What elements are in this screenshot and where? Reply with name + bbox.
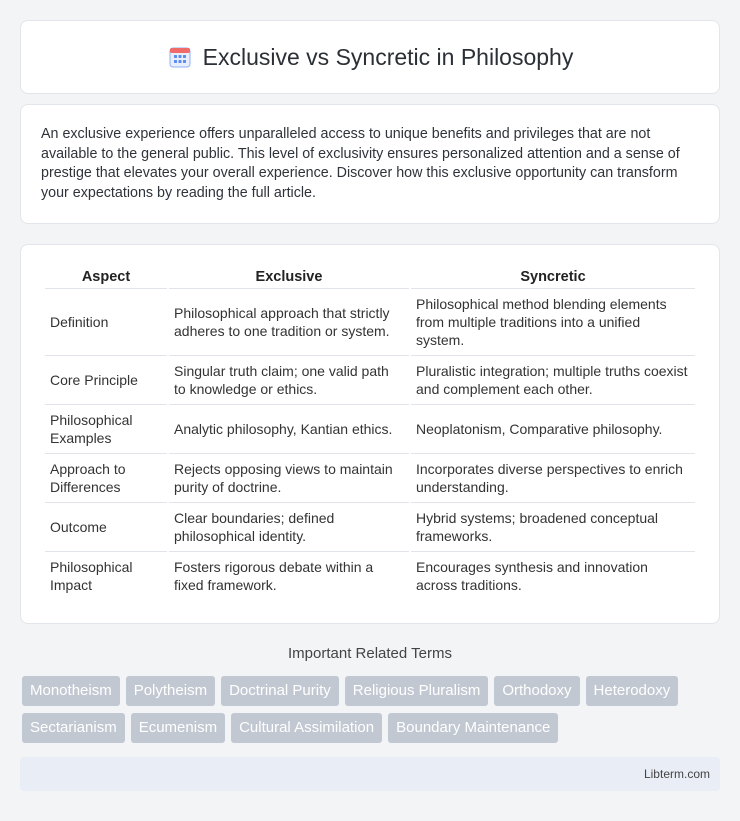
- related-terms-title: Important Related Terms: [288, 645, 452, 662]
- cell-exclusive: Analytic philosophy, Kantian ethics.: [169, 404, 409, 453]
- cell-aspect: Core Principle: [45, 355, 167, 404]
- header-exclusive: Exclusive: [255, 269, 323, 285]
- tag-religious-pluralism[interactable]: Religious Pluralism: [345, 676, 489, 706]
- table-row: [45, 502, 695, 551]
- tag-boundary-maintenance[interactable]: Boundary Maintenance: [388, 713, 558, 743]
- cell-aspect: Philosophical Examples: [45, 404, 167, 453]
- tag-heterodoxy[interactable]: Heterodoxy: [586, 676, 679, 706]
- intro-text: An exclusive experience offers unparalleled access to unique benefits and privileges that are not available to the general public. This level of exclusivity ensures personalized attention and a sense of prestige that elevates your overall experience. Discover how this exclusive opportunity can transform your expectations by reading the full article.: [41, 126, 680, 201]
- tag-doctrinal-purity[interactable]: Doctrinal Purity: [221, 676, 339, 706]
- cell-exclusive: Rejects opposing views to maintain purity of doctrine.: [169, 453, 409, 502]
- cell-aspect: Definition: [45, 288, 167, 355]
- cell-exclusive: Philosophical approach that strictly adheres to one tradition or system.: [169, 288, 409, 355]
- cell-aspect: Philosophical Impact: [45, 551, 167, 600]
- cell-syncretic: Pluralistic integration; multiple truths coexist and complement each other.: [411, 355, 695, 404]
- cell-exclusive: Singular truth claim; one valid path to knowledge or ethics.: [169, 355, 409, 404]
- header-aspect: Aspect: [81, 269, 131, 285]
- cell-syncretic: Encourages synthesis and innovation across traditions.: [411, 551, 695, 600]
- title-card: [20, 20, 720, 94]
- tag-monotheism[interactable]: Monotheism: [22, 676, 120, 706]
- tag-sectarianism[interactable]: Sectarianism: [22, 713, 125, 743]
- calendar-icon: [167, 44, 193, 70]
- footer: [20, 757, 720, 791]
- cell-exclusive: Clear boundaries; defined philosophical identity.: [169, 502, 409, 551]
- cell-syncretic: Hybrid systems; broadened conceptual frameworks.: [411, 502, 695, 551]
- cell-syncretic: Neoplatonism, Comparative philosophy.: [411, 404, 695, 453]
- table-row: [45, 288, 695, 355]
- tag-polytheism[interactable]: Polytheism: [126, 676, 215, 706]
- tag-orthodoxy[interactable]: Orthodoxy: [494, 676, 579, 706]
- intro-card: [20, 104, 720, 224]
- page-title: Exclusive vs Syncretic in Philosophy: [202, 43, 574, 70]
- cell-exclusive: Fosters rigorous debate within a fixed framework.: [169, 551, 409, 600]
- comparison-table-card: [20, 244, 720, 624]
- cell-syncretic: Incorporates diverse perspectives to enrich understanding.: [411, 453, 695, 502]
- table-header-row: [45, 265, 695, 288]
- cell-aspect: Outcome: [45, 502, 167, 551]
- cell-syncretic: Philosophical method blending elements from multiple traditions into a unified system.: [411, 288, 695, 355]
- table-row: [45, 355, 695, 404]
- table-row: [45, 453, 695, 502]
- header-syncretic: Syncretic: [520, 269, 586, 285]
- related-terms-list: [22, 676, 722, 743]
- cell-aspect: Approach to Differences: [45, 453, 167, 502]
- footer-site-link[interactable]: Libterm.com: [643, 767, 710, 781]
- tag-ecumenism[interactable]: Ecumenism: [131, 713, 225, 743]
- tag-cultural-assimilation[interactable]: Cultural Assimilation: [231, 713, 382, 743]
- table-row: [45, 551, 695, 600]
- comparison-table: [43, 265, 697, 600]
- table-row: [45, 404, 695, 453]
